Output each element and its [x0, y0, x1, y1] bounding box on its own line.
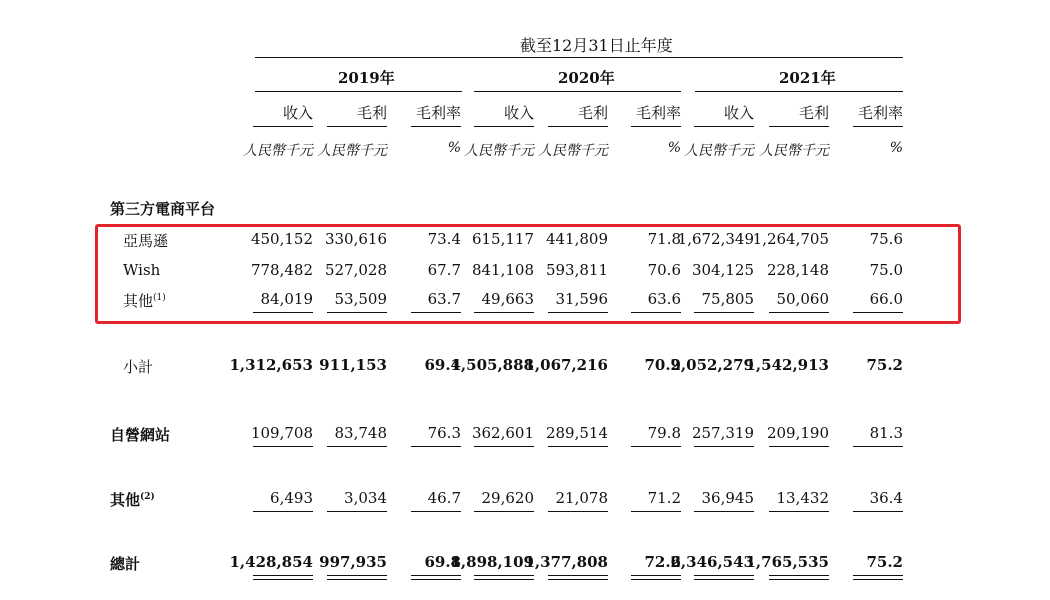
column-header: 收入: [282, 104, 313, 122]
total-row-label: [110, 553, 140, 574]
cell-underline: [327, 446, 387, 447]
platform-row-cell: 441,809: [545, 230, 608, 248]
cell-underline: [631, 446, 681, 447]
others-row-cell: 13,432: [776, 489, 829, 507]
cell-underline: [694, 446, 754, 447]
subtotal-row-cell: 70.9: [644, 356, 681, 374]
others-row-cell: 46.7: [427, 489, 461, 507]
platform-row-cell: 593,811: [545, 261, 608, 279]
platform-row-label: [123, 230, 168, 251]
platform-row-label-text: 亞馬遜: [123, 232, 169, 250]
column-header-rule: [411, 126, 461, 127]
cell-underline: [474, 312, 534, 313]
platform-row-cell: 63.6: [647, 290, 681, 308]
period-header: 截至12月31日止年度: [520, 36, 673, 55]
platform-row-cell: 304,125: [691, 261, 754, 279]
subtotal-row-cell: 2,052,279: [670, 356, 754, 374]
platform-row-cell: 67.7: [427, 261, 461, 279]
column-header-rule: [474, 126, 534, 127]
total-row-cell: 1,898,109: [450, 553, 534, 571]
cell-underline: [411, 575, 461, 580]
year-2019-rule: [255, 91, 462, 92]
total-row-cell: 2,346,543: [670, 553, 754, 571]
period-header-rule: [255, 57, 903, 58]
platform-row-cell: 70.6: [647, 261, 681, 279]
subtotal-row-cell: 911,153: [319, 356, 387, 374]
own-site-row-cell: 209,190: [766, 424, 829, 442]
platform-row-cell: 71.8: [647, 230, 681, 248]
column-header-rule: [631, 126, 681, 127]
column-header: 收入: [723, 104, 754, 122]
platform-row-cell: 75.0: [869, 261, 903, 279]
platform-row-cell: 778,482: [250, 261, 313, 279]
column-header: 毛利: [798, 104, 829, 122]
total-row-cell: 72.6: [644, 553, 681, 571]
platform-row-label-text: Wish: [123, 261, 161, 279]
subtotal-row-cell: 1,067,216: [524, 356, 608, 374]
cell-underline: [769, 575, 829, 580]
platform-row-cell: 31,596: [555, 290, 608, 308]
year-2021-rule: [695, 91, 903, 92]
cell-underline: [253, 511, 313, 512]
cell-underline: [631, 511, 681, 512]
unit-label: 人民幣千元: [317, 143, 387, 159]
total-row-cell: 997,935: [319, 553, 387, 571]
platform-row-cell: 49,663: [481, 290, 534, 308]
unit-label: %: [447, 140, 461, 156]
platform-row-label: [123, 290, 166, 311]
platform-row-cell: 615,117: [471, 230, 534, 248]
total-row-cell: 69.8: [424, 553, 461, 571]
cell-underline: [694, 312, 754, 313]
total-row-label-text: 總計: [110, 555, 141, 573]
cell-underline: [327, 511, 387, 512]
column-header-rule: [853, 126, 903, 127]
others-row-cell: 71.2: [647, 489, 681, 507]
cell-underline: [853, 575, 903, 580]
cell-underline: [253, 446, 313, 447]
own-site-row-cell: 83,748: [334, 424, 387, 442]
cell-underline: [548, 312, 608, 313]
cell-underline: [694, 575, 754, 580]
cell-underline: [548, 511, 608, 512]
subtotal-row-label-text: 小計: [123, 358, 154, 376]
column-header-rule: [769, 126, 829, 127]
column-header: 毛利率: [415, 104, 461, 122]
cell-underline: [474, 446, 534, 447]
own-site-row-cell: 79.8: [647, 424, 681, 442]
platform-row-cell: 75,805: [701, 290, 754, 308]
others-row-label: [110, 489, 155, 510]
platform-row-cell: 75.6: [869, 230, 903, 248]
platform-row-cell: 53,509: [334, 290, 387, 308]
year-2021: 2021年: [779, 69, 836, 87]
platform-row-cell: 228,148: [766, 261, 829, 279]
others-row-cell: 6,493: [270, 489, 313, 507]
platform-row-cell: 841,108: [471, 261, 534, 279]
unit-label: 人民幣千元: [538, 143, 608, 159]
subtotal-row-cell: 1,505,888: [450, 356, 534, 374]
cell-underline: [411, 446, 461, 447]
cell-underline: [253, 312, 313, 313]
cell-underline: [474, 511, 534, 512]
others-row-cell: 3,034: [344, 489, 387, 507]
cell-underline: [411, 511, 461, 512]
own-site-row-cell: 109,708: [250, 424, 313, 442]
platform-row-cell: 50,060: [776, 290, 829, 308]
column-header: 毛利率: [635, 104, 681, 122]
footnote-marker: (2): [140, 492, 155, 502]
column-header: 毛利: [356, 104, 387, 122]
others-row-label-text: 其他: [110, 491, 141, 509]
section-title: 第三方電商平台: [110, 200, 216, 218]
column-header-rule: [327, 126, 387, 127]
column-header-rule: [253, 126, 313, 127]
footnote-marker: (1): [153, 293, 166, 303]
cell-underline: [769, 446, 829, 447]
cell-underline: [631, 575, 681, 580]
platform-row-cell: 1,264,705: [752, 230, 829, 248]
cell-underline: [327, 312, 387, 313]
others-row-cell: 36,945: [701, 489, 754, 507]
platform-row-cell: 73.4: [427, 230, 461, 248]
own-site-row-label-text: 自營網站: [110, 426, 171, 444]
unit-label: 人民幣千元: [243, 143, 313, 159]
column-header-rule: [548, 126, 608, 127]
platform-row-label: [123, 261, 160, 279]
cell-underline: [548, 446, 608, 447]
own-site-row-label: [110, 424, 170, 445]
column-header-rule: [694, 126, 754, 127]
cell-underline: [853, 511, 903, 512]
column-header: 收入: [503, 104, 534, 122]
year-2020: 2020年: [558, 69, 615, 87]
own-site-row-cell: 289,514: [545, 424, 608, 442]
platform-row-cell: 66.0: [869, 290, 903, 308]
cell-underline: [548, 575, 608, 580]
cell-underline: [253, 575, 313, 580]
cell-underline: [411, 312, 461, 313]
unit-label: 人民幣千元: [684, 143, 754, 159]
unit-label: %: [889, 140, 903, 156]
cell-underline: [327, 575, 387, 580]
own-site-row-cell: 76.3: [427, 424, 461, 442]
platform-row-cell: 527,028: [324, 261, 387, 279]
subtotal-row-cell: 69.4: [424, 356, 461, 374]
total-row-cell: 75.2: [866, 553, 903, 571]
subtotal-row-cell: 1,542,913: [745, 356, 829, 374]
platform-row-cell: 84,019: [260, 290, 313, 308]
cell-underline: [853, 312, 903, 313]
others-row-cell: 36.4: [869, 489, 903, 507]
column-header: 毛利率: [857, 104, 903, 122]
total-row-cell: 1,765,535: [745, 553, 829, 571]
unit-label: 人民幣千元: [464, 143, 534, 159]
unit-label: 人民幣千元: [759, 143, 829, 159]
subtotal-row-label: [123, 356, 153, 377]
platform-row-cell: 63.7: [427, 290, 461, 308]
own-site-row-cell: 257,319: [691, 424, 754, 442]
platform-row-label-text: 其他: [123, 292, 154, 310]
year-2020-rule: [474, 91, 681, 92]
others-row-cell: 29,620: [481, 489, 534, 507]
year-2019: 2019年: [338, 69, 395, 87]
total-row-cell: 1,428,854: [229, 553, 313, 571]
others-row-cell: 21,078: [555, 489, 608, 507]
cell-underline: [853, 446, 903, 447]
total-row-cell: 1,377,808: [524, 553, 608, 571]
unit-label: %: [667, 140, 681, 156]
cell-underline: [631, 312, 681, 313]
platform-row-cell: 1,672,349: [677, 230, 754, 248]
cell-underline: [769, 312, 829, 313]
subtotal-row-cell: 75.2: [866, 356, 903, 374]
cell-underline: [474, 575, 534, 580]
cell-underline: [769, 511, 829, 512]
own-site-row-cell: 362,601: [471, 424, 534, 442]
subtotal-row-cell: 1,312,653: [229, 356, 313, 374]
own-site-row-cell: 81.3: [869, 424, 903, 442]
platform-row-cell: 330,616: [324, 230, 387, 248]
platform-row-cell: 450,152: [250, 230, 313, 248]
column-header: 毛利: [577, 104, 608, 122]
cell-underline: [694, 511, 754, 512]
